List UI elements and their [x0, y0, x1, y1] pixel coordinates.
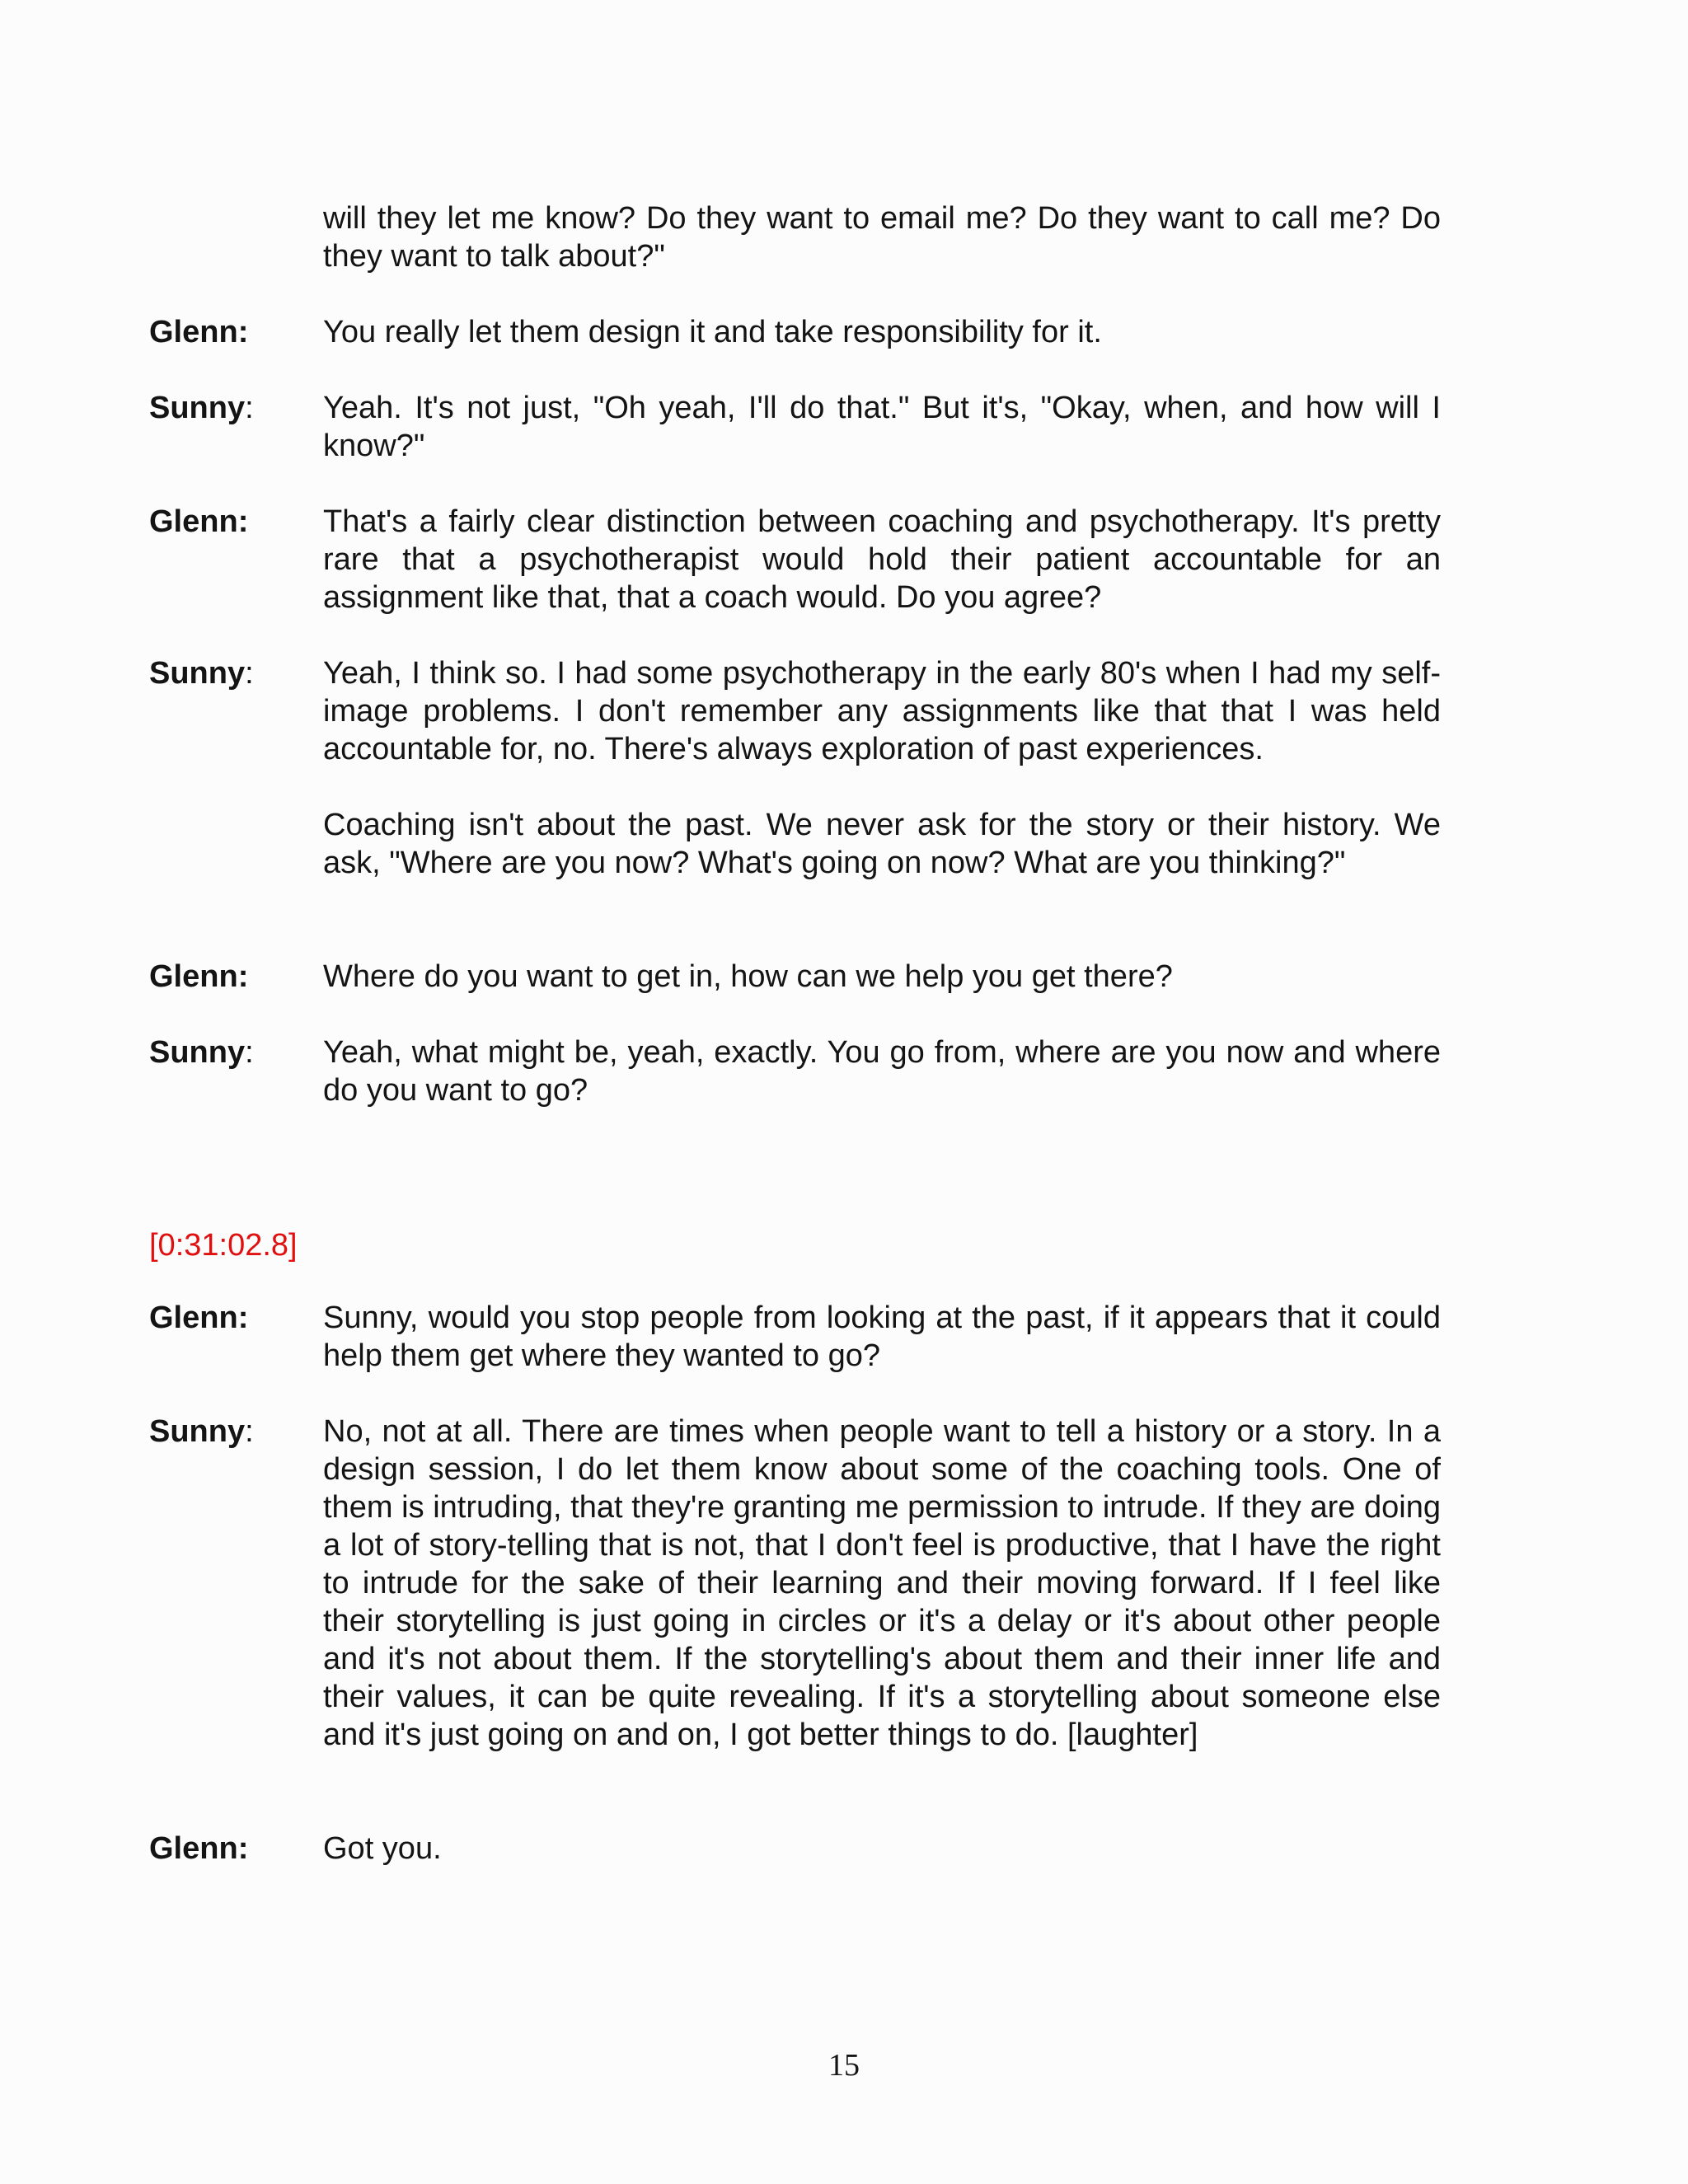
speaker-name [149, 654, 254, 692]
speaker-label: Sunny [149, 391, 246, 425]
dialogue-paragraph: No, not at all. There are times when people want to tell a history or a story. In a design session, I do let them know about some of the coaching tools. One of them is intruding, that they're granting me permission to intrude. If they are doing a lot of story-telling that is not, that I don't feel is productive, that I have the right to intrude for the sake of their learning and their moving forward. If I feel like their storytelling is just going in circles or it's a delay or it's about other people and it's not about them. If the storytelling's about them and their inner life and their values, it can be quite revealing. If it's a storytelling about someone else and it's just going on and on, I got better things to do. [laughter] [323, 1414, 1441, 1752]
dialogue-paragraph: will they let me know? Do they want to email me? Do they want to call me? Do they want to talk about?" [323, 201, 1441, 274]
dialogue-paragraph: Got you. [323, 1831, 442, 1866]
speaker-name [149, 1413, 254, 1451]
speaker-colon: : [237, 1831, 249, 1866]
speaker-colon: : [245, 1414, 254, 1449]
speaker-label: Sunny [149, 656, 246, 691]
dialogue-paragraph: Yeah. It's not just, "Oh yeah, I'll do that." But it's, "Okay, when, and how will I know?" [323, 391, 1441, 463]
speaker-name [149, 1299, 248, 1337]
speaker-colon: : [237, 959, 249, 994]
speaker-colon: : [237, 1301, 249, 1335]
speaker-colon: : [245, 656, 254, 691]
speaker-name [149, 958, 248, 996]
dialogue-paragraph: Yeah, I think so. I had some psychotherapy in the early 80's when I had my self-image problems. I don't remember any assignments like that that I was held accountable for, no. There's always exploration of past experiences. [323, 656, 1441, 766]
speaker-label: Glenn [149, 959, 238, 994]
speaker-name [149, 503, 248, 541]
dialogue-paragraph: Sunny, would you stop people from looking at the past, if it appears that it could help them get where they wanted to go? [323, 1301, 1441, 1373]
speaker-colon: : [245, 391, 254, 425]
dialogue-paragraph: Yeah, what might be, yeah, exactly. You go from, where are you now and where do you want to go? [323, 1035, 1441, 1108]
page-number: 15 [828, 2048, 860, 2083]
speaker-label: Sunny [149, 1414, 246, 1449]
speaker-name [149, 1033, 254, 1071]
speaker-label: Glenn [149, 1301, 238, 1335]
speaker-name [149, 389, 254, 427]
speaker-label: Glenn [149, 315, 238, 349]
speaker-label: Glenn [149, 504, 238, 539]
speaker-colon: : [237, 315, 249, 349]
speaker-colon: : [237, 504, 249, 539]
speaker-name [149, 313, 248, 351]
speaker-label: Sunny [149, 1035, 246, 1070]
dialogue-paragraph: That's a fairly clear distinction between coaching and psychotherapy. It's pretty rare that a psychotherapist would hold their patient accountable for an assignment like that, that a coach would. Do you agree? [323, 504, 1441, 615]
dialogue-paragraph: Coaching isn't about the past. We never ask for the story or their history. We ask, "Where are you now? What's going on now? What are you thinking?" [323, 808, 1441, 880]
speaker-name [149, 1830, 248, 1868]
dialogue-paragraph: You really let them design it and take responsibility for it. [323, 315, 1102, 349]
speaker-label: Glenn [149, 1831, 238, 1866]
speaker-colon: : [245, 1035, 254, 1070]
dialogue-paragraph: Where do you want to get in, how can we help you get there? [323, 959, 1173, 994]
timestamp-marker: [0:31:02.8] [149, 1228, 298, 1263]
